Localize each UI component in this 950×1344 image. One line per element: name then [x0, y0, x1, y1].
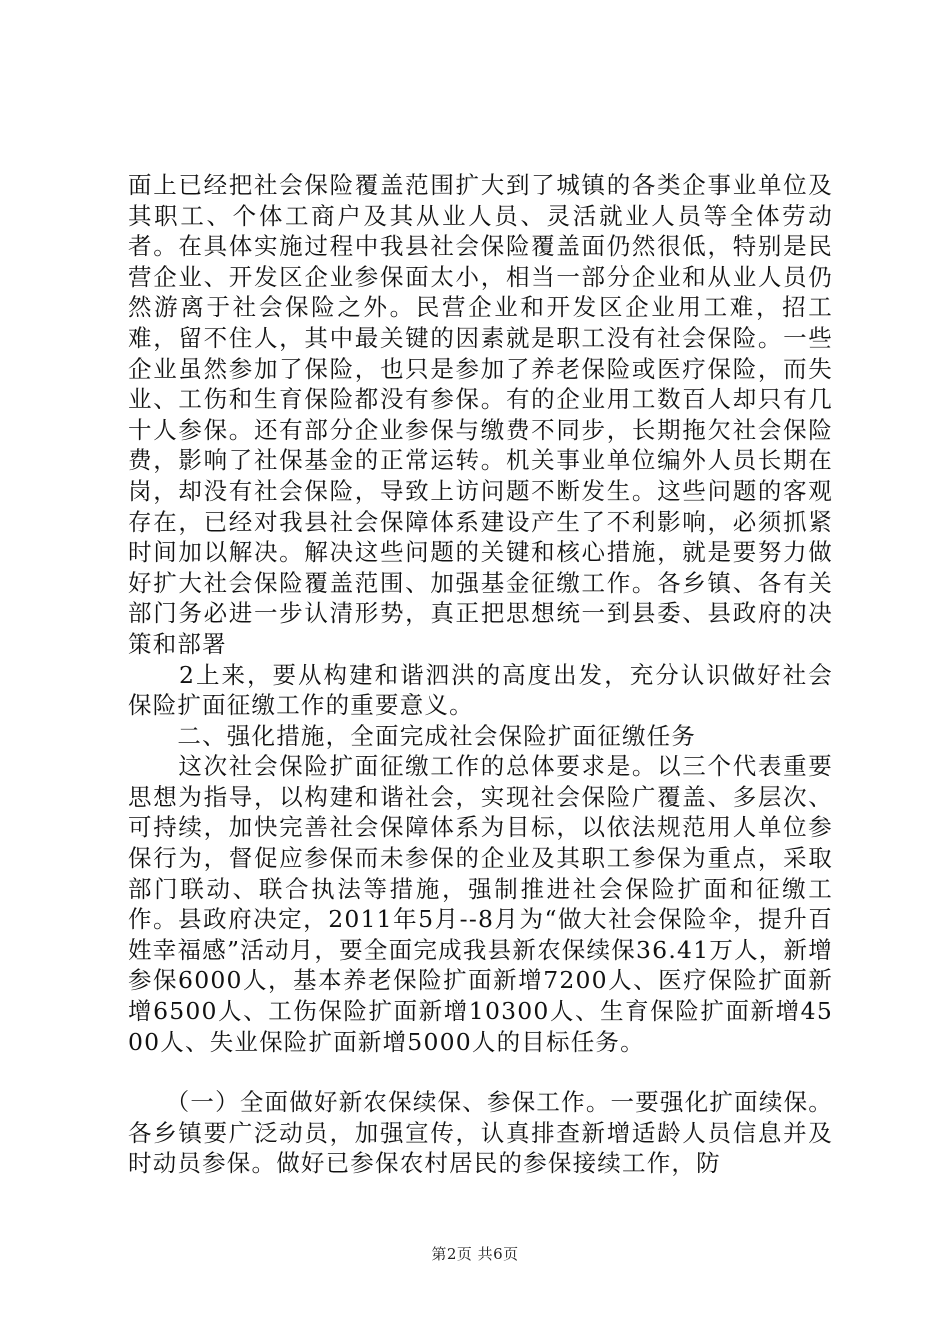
- page-footer: 第2页 共6页: [431, 1245, 519, 1263]
- paragraph-overall-requirements: 这次社会保险扩面征缴工作的总体要求是。以三个代表重要思想为指导，以构建和谐社会，实现社会保险广覆盖、多层次、可持续，加快完善社会保障体系为目标，以依法规范用人单位参保行为，督促应参保而未参保的企业及其职工参保为重点，采取部门联动、联合执法等措施，强制推进社会保险扩面和征缴工作。县政府决定，2011年5月--8月为“做大社会保险伞，提升百姓幸福感”活动月，要全面完成我县新农保续保36.41万人，新增参保6000人，基本养老保险扩面新增7200人、医疗保险扩面新增6500人、工伤保险扩面新增10300人、生育保险扩面新增4500人、失业保险扩面新增5000人的目标任务。: [128, 752, 833, 1056]
- document-body: [128, 170, 833, 1179]
- paragraph-new-rural-insurance: （一）全面做好新农保续保、参保工作。一要强化扩面续保。各乡镇要广泛动员，加强宣传，认真排查新增适龄人员信息并及时动员参保。做好已参保农村居民的参保接续工作，防: [128, 1088, 833, 1178]
- section-heading-measures: 二、强化措施，全面完成社会保险扩面征缴任务: [128, 721, 697, 750]
- paragraph-coverage-issues: 面上已经把社会保险覆盖范围扩大到了城镇的各类企事业单位及其职工、个体工商户及其从业人员、灵活就业人员等全体劳动者。在具体实施过程中我县社会保险覆盖面仍然很低，特别是民营企业、开发区企业参保面太小，相当一部分企业和从业人员仍然游离于社会保险之外。民营企业和开发区企业用工难，招工难，留不住人，其中最关键的因素就是职工没有社会保险。一些企业虽然参加了保险，也只是参加了养老保险或医疗保险，而失业、工伤和生育保险都没有参保。有的企业用工数百人却只有几十人参保。还有部分企业参保与缴费不同步，长期拖欠社会保险费，影响了社保基金的正常运转。机关事业单位编外人员长期在岗，却没有社会保险，导致上访问题不断发生。这些问题的客观存在，已经对我县社会保障体系建设产生了不利影响，必须抓紧时间加以解决。解决这些问题的关键和核心措施，就是要努力做好扩大社会保险覆盖范围、加强基金征缴工作。各乡镇、各有关部门务必进一步认清形势，真正把思想统一到县委、县政府的决策和部署: [128, 171, 833, 658]
- paragraph-importance: 2上来，要从构建和谐泗洪的高度出发，充分认识做好社会保险扩面征缴工作的重要意义。: [128, 660, 833, 720]
